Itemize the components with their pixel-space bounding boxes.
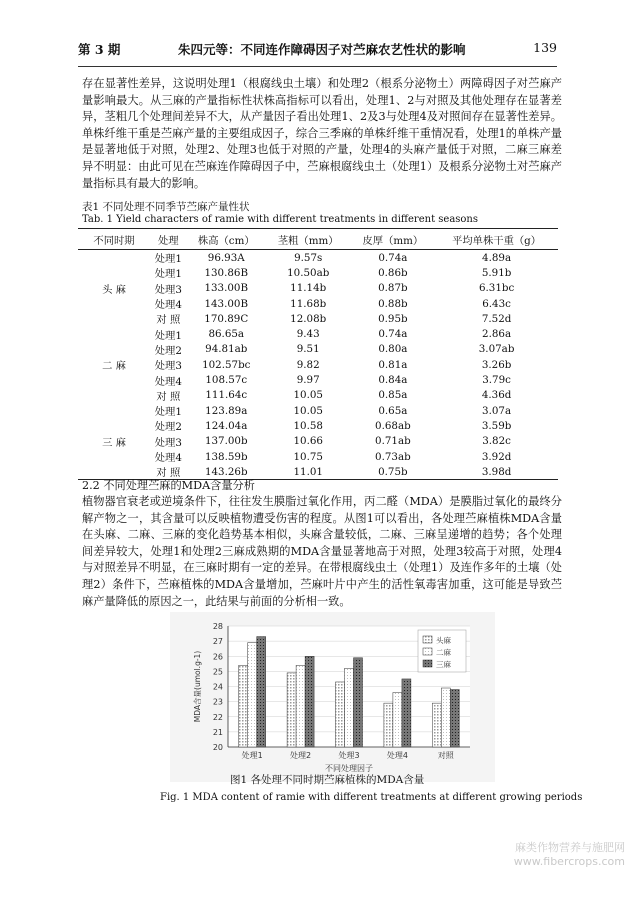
table-body bbox=[78, 250, 558, 480]
mda-bar-chart bbox=[170, 612, 495, 782]
y-tick-label: 21 bbox=[212, 727, 223, 737]
legend-swatch bbox=[423, 648, 432, 655]
period-cell: 三 麻 bbox=[102, 436, 126, 449]
y-tick-label: 24 bbox=[212, 682, 223, 692]
treatment-cell: 处理1 bbox=[154, 253, 182, 266]
period-cell: 头 麻 bbox=[102, 283, 126, 296]
table-row bbox=[78, 449, 558, 464]
table-caption-en: Tab. 1 Yield characters of ramie with different treatments in different seasons bbox=[82, 214, 479, 225]
watermark-line2: www.fibercrops.com bbox=[513, 855, 625, 868]
bark-cell: 0.86b bbox=[378, 266, 408, 279]
weight-cell: 5.91b bbox=[481, 266, 512, 279]
y-tick-label: 23 bbox=[212, 697, 223, 707]
weight-cell: 3.98d bbox=[435, 464, 558, 480]
height-cell: 94.81ab bbox=[205, 343, 248, 356]
weight-cell: 3.07ab bbox=[478, 343, 515, 356]
bar bbox=[239, 665, 248, 747]
period-cell bbox=[78, 326, 150, 341]
y-tick-label: 22 bbox=[212, 712, 223, 722]
paragraph-yield: 存在显著性差异，这说明处理1（根腐线虫土壤）和处理2（根系分泌物土）两障碍因子对苎麻产量影响最大。从三麻的产量指标性状株高指标可以看出，处理1、2与对照及其他处理存在显著差异，茎粗几个处理间差异不大，从产量因子看出处理1、2及3与处理4及对照间存在显著性差异。单株纤维干重是苎麻产量的主要组成因子，综合三季麻的单株纤维干重情况看，处理1的单株产量是显著地低于对照，处理2、处理3也低于对照的产量，处理4的头麻产量低于对照，二麻三麻差异不明显：由此可见在苎麻连作障碍因子中，苎麻根腐线虫土（处理1）及根系分泌物土对苎麻产量指标具有最大的影响。 bbox=[82, 77, 562, 190]
weight-cell: 4.36d bbox=[481, 389, 512, 402]
bark-cell: 0.73ab bbox=[375, 450, 411, 463]
bar bbox=[287, 673, 296, 747]
page-number: 139 bbox=[533, 40, 557, 55]
treatment-cell: 处理4 bbox=[154, 375, 182, 388]
table-row bbox=[78, 357, 558, 372]
stem-cell: 10.50ab bbox=[287, 266, 330, 279]
stem-cell: 9.51 bbox=[296, 343, 320, 356]
y-tick-label: 20 bbox=[212, 743, 223, 752]
height-cell: 96.93A bbox=[207, 251, 245, 264]
bar bbox=[296, 665, 305, 747]
stem-cell: 9.43 bbox=[296, 328, 320, 341]
x-tick-label: 处理1 bbox=[241, 751, 263, 760]
height-cell: 170.89C bbox=[204, 312, 249, 325]
x-axis-label: 不同处理因子 bbox=[325, 764, 373, 773]
y-tick-label: 27 bbox=[212, 637, 223, 647]
height-cell: 102.57bc bbox=[202, 358, 251, 371]
height-cell: 86.65a bbox=[208, 328, 245, 341]
treatment-cell: 处理3 bbox=[154, 283, 182, 296]
weight-cell: 6.31bc bbox=[478, 282, 515, 295]
table-row bbox=[78, 372, 558, 387]
period-cell bbox=[78, 250, 150, 266]
bark-cell: 0.71ab bbox=[375, 435, 411, 448]
table-row bbox=[78, 250, 558, 266]
figure-caption-cn: 图1 各处理不同时期苎麻植株的MDA含量 bbox=[230, 774, 425, 786]
treatment-cell: 对 照 bbox=[156, 314, 181, 327]
height-cell: 138.59b bbox=[204, 450, 248, 463]
weight-cell: 3.59b bbox=[481, 419, 512, 432]
weight-cell: 6.43c bbox=[482, 297, 511, 310]
bark-cell: 0.74a bbox=[378, 251, 408, 264]
legend-label: 头麻 bbox=[436, 636, 451, 645]
bar bbox=[354, 658, 363, 747]
bar bbox=[345, 668, 354, 747]
bar bbox=[402, 679, 411, 747]
x-tick-label: 处理2 bbox=[290, 751, 312, 760]
y-axis-label: MDA含量(umol.g-1) bbox=[193, 650, 202, 723]
height-cell: 124.04a bbox=[205, 419, 248, 432]
period-cell bbox=[78, 388, 150, 403]
treatment-cell: 处理3 bbox=[154, 360, 182, 373]
period-cell bbox=[78, 265, 150, 280]
table-row bbox=[78, 388, 558, 403]
weight-cell: 3.26b bbox=[481, 358, 512, 371]
weight-cell: 2.86a bbox=[482, 328, 512, 341]
yield-table bbox=[78, 228, 558, 480]
header-stem: 茎粗（mm） bbox=[266, 229, 351, 250]
stem-cell: 9.97 bbox=[296, 374, 320, 387]
period-cell bbox=[78, 418, 150, 433]
bark-cell: 0.95b bbox=[378, 312, 408, 325]
y-tick-label: 28 bbox=[212, 622, 223, 631]
treatment-cell: 对 照 bbox=[150, 464, 187, 480]
watermark-line1: 麻类作物营养与施肥网 bbox=[515, 841, 625, 854]
bar bbox=[257, 637, 266, 747]
period-cell bbox=[78, 296, 150, 311]
stem-cell: 11.14b bbox=[290, 282, 327, 295]
treatment-cell: 处理2 bbox=[154, 421, 182, 434]
header-rule bbox=[78, 66, 557, 67]
x-tick-label: 处理4 bbox=[386, 751, 408, 760]
header-weight: 平均单株干重（g） bbox=[435, 229, 558, 250]
weight-cell: 3.92d bbox=[481, 450, 512, 463]
treatment-cell: 处理1 bbox=[154, 406, 182, 419]
bark-cell: 0.68ab bbox=[375, 419, 411, 432]
stem-cell: 10.58 bbox=[293, 419, 323, 432]
period-cell: 二 麻 bbox=[102, 360, 126, 373]
bark-cell: 0.65a bbox=[378, 404, 408, 417]
watermark bbox=[514, 841, 625, 869]
height-cell: 111.64c bbox=[205, 389, 248, 402]
table-row bbox=[78, 418, 558, 433]
issue-label: 第 3 期 bbox=[78, 42, 121, 57]
treatment-cell: 处理4 bbox=[154, 299, 182, 312]
bar bbox=[305, 656, 314, 747]
height-cell: 123.89a bbox=[205, 404, 248, 417]
height-cell: 108.57c bbox=[205, 374, 248, 387]
period-cell bbox=[78, 449, 150, 464]
period-cell bbox=[78, 311, 150, 326]
stem-cell: 10.05 bbox=[293, 389, 323, 402]
bar bbox=[450, 690, 459, 747]
header-period: 不同时期 bbox=[78, 229, 150, 250]
section-title: 2.2 不同处理苎麻的MDA含量分析 bbox=[82, 479, 255, 492]
bar bbox=[248, 643, 257, 747]
treatment-cell: 对 照 bbox=[156, 390, 181, 403]
bark-cell: 0.80a bbox=[378, 343, 408, 356]
legend-swatch bbox=[423, 660, 432, 667]
bar bbox=[393, 693, 402, 747]
y-tick-label: 26 bbox=[212, 652, 223, 662]
bark-cell: 0.87b bbox=[378, 282, 408, 295]
page-header bbox=[78, 40, 557, 60]
stem-cell: 10.75 bbox=[293, 450, 323, 463]
x-tick-label: 处理3 bbox=[338, 751, 360, 760]
stem-cell: 9.57s bbox=[294, 251, 323, 264]
stem-cell: 10.66 bbox=[293, 435, 323, 448]
stem-cell: 11.68b bbox=[290, 297, 327, 310]
height-cell: 143.00B bbox=[204, 297, 249, 310]
running-title: 朱四元等：不同连作障碍因子对苎麻农艺性状的影响 bbox=[178, 42, 466, 57]
stem-cell: 11.01 bbox=[266, 464, 351, 480]
height-cell: 130.86B bbox=[204, 266, 249, 279]
treatment-cell: 处理1 bbox=[154, 268, 182, 281]
legend-label: 三麻 bbox=[436, 660, 451, 669]
period-cell bbox=[78, 403, 150, 418]
bark-cell: 0.84a bbox=[378, 374, 408, 387]
bar bbox=[384, 703, 393, 747]
bar bbox=[432, 703, 441, 747]
table-caption-cn: 表1 不同处理不同季节苎麻产量性状 bbox=[82, 201, 250, 213]
header-bark: 皮厚（mm） bbox=[351, 229, 436, 250]
legend-swatch bbox=[423, 636, 432, 643]
header-height: 株高（cm） bbox=[187, 229, 266, 250]
stem-cell: 9.82 bbox=[296, 358, 320, 371]
figure-caption-en: Fig. 1 MDA content of ramie with different treatments at different growing periods bbox=[160, 792, 583, 803]
table-row bbox=[78, 342, 558, 357]
height-cell: 143.26b bbox=[187, 464, 266, 480]
bar bbox=[336, 682, 345, 747]
weight-cell: 3.07a bbox=[482, 404, 512, 417]
height-cell: 133.00B bbox=[204, 282, 249, 295]
paragraph-mda: 植物器官衰老或逆境条件下，往往发生膜脂过氧化作用，丙二醛（MDA）是膜脂过氧化的最终分解产物之一，其含量可以反映植物遭受伤害的程度。从图1可以看出，各处理苎麻植株MDA含量在头麻、二麻、三麻的变化趋势基本相似，头麻含量较低，二麻、三麻呈递增的趋势；各个处理间差异较大，处理1和处理2三麻成熟期的MDA含量显著地高于对照，处理3较高于对照，处理4与对照差异不明显，在三麻时期有一定的差异。在带根腐线虫土（处理1）及连作多年的土壤（处理2）条件下，苎麻植株的MDA含量增加，苎麻叶片中产生的活性氧毒害加重，这可能是导致苎麻产量降低的原因之一，此结果与前面的分析相一致。 bbox=[82, 495, 562, 608]
bark-cell: 0.81a bbox=[378, 358, 408, 371]
period-cell bbox=[78, 372, 150, 387]
height-cell: 137.00b bbox=[204, 435, 248, 448]
table-row bbox=[78, 281, 558, 296]
table-row bbox=[78, 296, 558, 311]
treatment-cell: 处理3 bbox=[154, 436, 182, 449]
weight-cell: 3.79c bbox=[482, 374, 511, 387]
bar bbox=[441, 688, 450, 747]
treatment-cell: 处理4 bbox=[154, 452, 182, 464]
table-header-row bbox=[78, 229, 558, 250]
table-row bbox=[78, 311, 558, 326]
stem-cell: 12.08b bbox=[290, 312, 327, 325]
bark-cell: 0.85a bbox=[378, 389, 408, 402]
weight-cell: 4.89a bbox=[482, 251, 512, 264]
header-treatment: 处理 bbox=[150, 229, 187, 250]
treatment-cell: 处理2 bbox=[154, 344, 182, 357]
period-cell bbox=[78, 342, 150, 357]
y-tick-label: 25 bbox=[212, 667, 223, 677]
table-row bbox=[78, 434, 558, 449]
table-row bbox=[78, 265, 558, 280]
table-row bbox=[78, 403, 558, 418]
bark-cell: 0.88b bbox=[378, 297, 408, 310]
stem-cell: 10.05 bbox=[293, 404, 323, 417]
x-tick-label: 对照 bbox=[437, 751, 454, 760]
table-row bbox=[78, 326, 558, 341]
weight-cell: 3.82c bbox=[482, 435, 511, 448]
bark-cell: 0.75b bbox=[351, 464, 436, 480]
weight-cell: 7.52d bbox=[481, 312, 512, 325]
legend-label: 二麻 bbox=[436, 648, 451, 657]
treatment-cell: 处理1 bbox=[154, 329, 182, 342]
bark-cell: 0.74a bbox=[378, 328, 408, 341]
